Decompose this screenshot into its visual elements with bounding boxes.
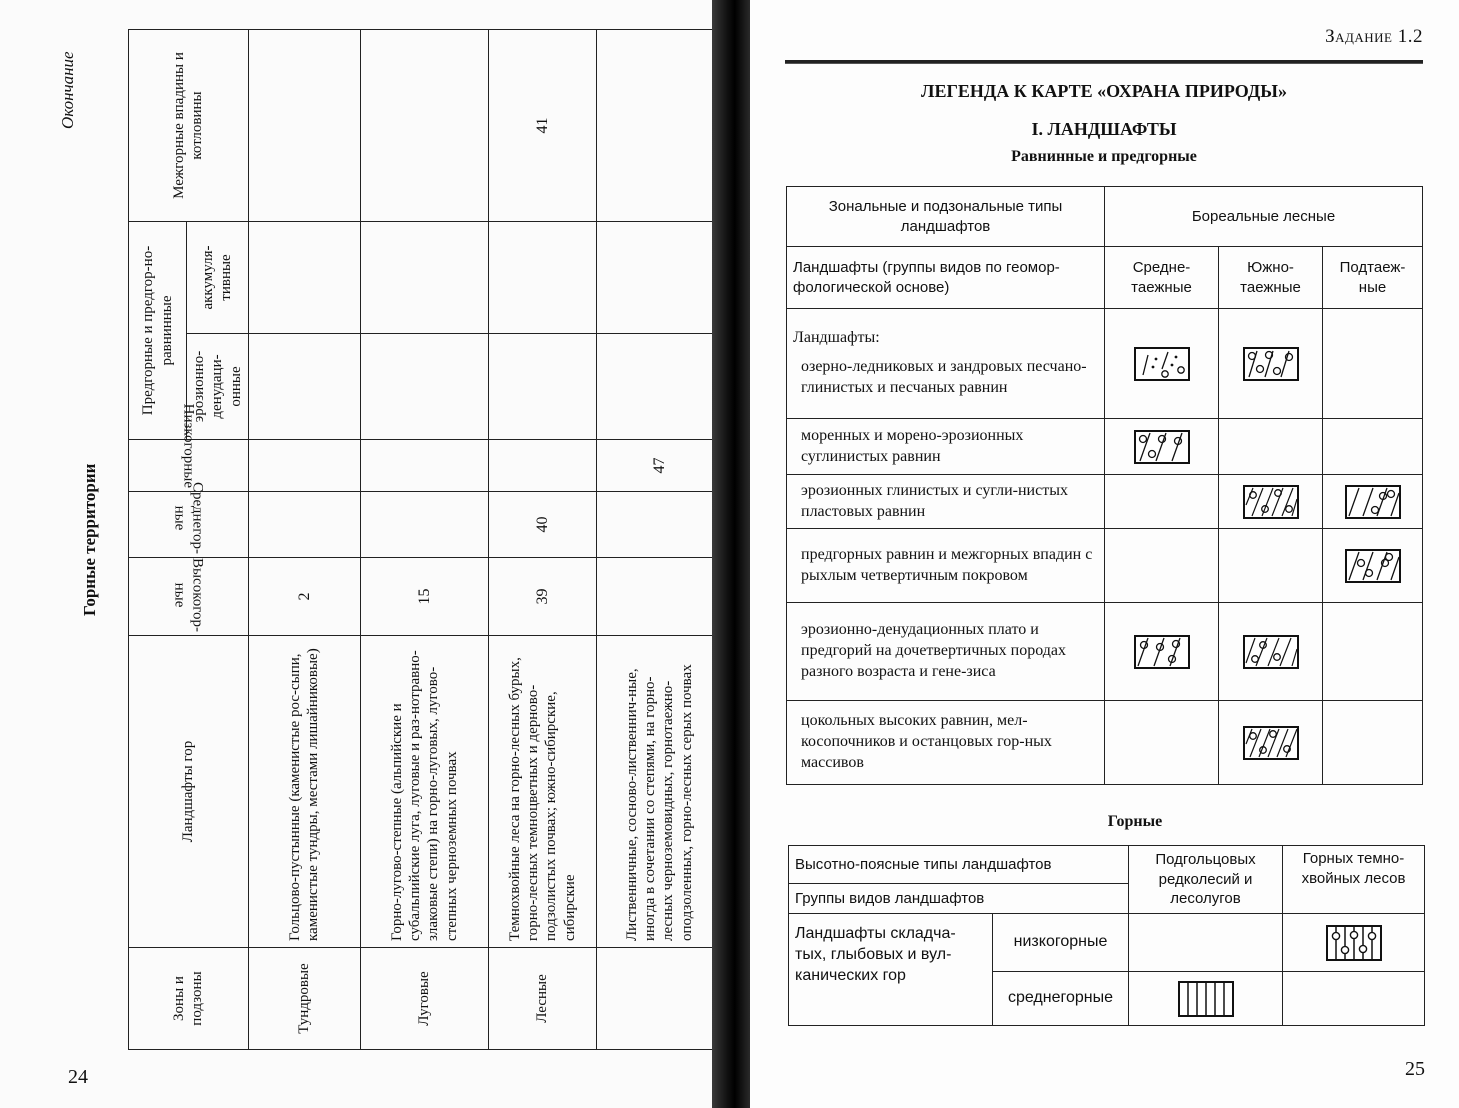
table-row <box>596 30 722 1050</box>
circles-hatch-pattern-icon <box>1134 430 1190 464</box>
row-label: Ландшафты складча-тых, глыбовых и вул-канических гор <box>789 914 993 1026</box>
row-label-text: эрозионных глинистых и сугли-нистых пластовых равнин <box>801 481 1068 520</box>
row-high: 2 <box>248 558 360 636</box>
symbol-cell-empty <box>1283 972 1425 1026</box>
symbol-cell-empty <box>1105 475 1219 529</box>
header-landscapes: Ландшафты гор <box>129 636 249 948</box>
row-label-text: предгорных равнин и межгорных впадин с рыхлым четвертичным покровом <box>801 545 1093 584</box>
row-erosion <box>360 334 488 440</box>
row-accum <box>360 222 488 334</box>
circles-hatch-pattern-icon <box>1243 347 1299 381</box>
page-title-left: Горные территории <box>80 463 99 617</box>
symbol-cell-empty <box>1219 419 1323 475</box>
header-low <box>129 403 249 492</box>
row-label <box>787 309 1105 419</box>
mid-mountain-label: среднегорные <box>993 972 1129 1026</box>
row-low <box>360 440 488 492</box>
vertical-lines-circles-pattern-icon <box>1326 925 1382 961</box>
row-zone: Тундровые <box>248 948 360 1050</box>
row-erosion <box>488 334 596 440</box>
hatch-circles-pattern-icon <box>1243 635 1299 669</box>
low-mountain-label: низкогорные <box>993 914 1129 972</box>
header-altitude-types: Высотно-поясные типы ландшафтов <box>789 846 1129 884</box>
row-mid <box>596 492 722 558</box>
table-row <box>488 30 596 1050</box>
page-number-right: 25 <box>1405 1058 1425 1080</box>
left-page <box>0 0 712 1108</box>
row-label <box>787 701 1105 785</box>
header-low-text: Низкогорные <box>180 403 197 488</box>
symbol-cell-empty <box>1129 914 1283 972</box>
header-high-text: Высокогор-ные <box>171 557 206 632</box>
row-low <box>248 440 360 492</box>
symbol-cell <box>1219 603 1323 701</box>
row-zone: Луговые <box>360 948 488 1050</box>
rotated-table-wrapper <box>128 30 698 1050</box>
symbol-cell <box>1219 309 1323 419</box>
row-desc: Горно-лугово-степные (альпийские и субальпийские луга, луговые и раз-нотравно-злаковые степи) на горно-луговых, лугово-степных черноземных почвах <box>360 636 488 948</box>
header-mid-text: Среднегор-ные <box>171 481 206 554</box>
row-zone: Лесные <box>488 948 596 1050</box>
table-row <box>787 475 1423 529</box>
header-mid <box>129 481 249 558</box>
table-row <box>789 914 1425 972</box>
row-basins <box>596 30 722 222</box>
symbol-cell <box>1219 475 1323 529</box>
col-south-taiga: Южно-таежные <box>1219 247 1323 309</box>
table-row <box>248 30 360 1050</box>
hatch-circles-pattern-icon <box>1345 549 1401 583</box>
mountain-landscapes-table <box>788 845 1425 1026</box>
table-row <box>787 309 1423 419</box>
symbol-cell <box>1105 419 1219 475</box>
row-desc: Лиственничные, сосново-лиственнич-ные, иногда в сочетании со степями, на горно-лесных черноземовидных, горнотаежно-оподзоленных, горно-лесных серых почвах <box>596 636 722 948</box>
symbol-cell-empty <box>1323 419 1423 475</box>
dots-circles-pattern-icon <box>1134 347 1190 381</box>
symbol-cell <box>1283 914 1425 972</box>
circles-hatch-pattern-icon <box>1134 635 1190 669</box>
row-erosion <box>248 334 360 440</box>
row-low: 47 <box>596 440 722 492</box>
book-binding-shadow <box>712 0 750 1108</box>
header-foothill-group: Предгорные и предгор-но-равнинные <box>129 222 187 440</box>
row-mid: 40 <box>488 492 596 558</box>
symbol-cell <box>1105 309 1219 419</box>
symbol-cell <box>1219 701 1323 785</box>
right-page <box>750 0 1459 1108</box>
row-desc: Темнохвойные леса на горно-лесных бурых, горно-лесных темноцветных и дерново-подзолистых почвах; южно-сибирские, сибирские <box>488 636 596 948</box>
header-groups: Ландшафты (группы видов по геомор-фологической основе) <box>787 247 1105 309</box>
row-label <box>787 475 1105 529</box>
row-label <box>787 603 1105 701</box>
symbol-cell <box>1129 972 1283 1026</box>
table-row <box>787 701 1423 785</box>
page-number-left: 24 <box>68 1066 88 1088</box>
row-high: 39 <box>488 558 596 636</box>
symbol-cell <box>1323 529 1423 603</box>
symbol-cell <box>1323 475 1423 529</box>
symbol-cell-empty <box>1323 701 1423 785</box>
col-mid-taiga: Средне-таежные <box>1105 247 1219 309</box>
table-row <box>787 603 1423 701</box>
row-basins <box>248 30 360 222</box>
header-zonal: Зональные и подзональные типы ландшафтов <box>787 187 1105 247</box>
header-accum: аккумуля-тивные <box>187 222 249 334</box>
row-accum <box>596 222 722 334</box>
header-high <box>129 558 249 636</box>
table-row <box>787 419 1423 475</box>
mountain-territories-table <box>128 29 723 1050</box>
row-label-text: эрозионно-денудационных плато и предгорий на дочетвертичных породах разного возраста и гене-зиса <box>801 621 1067 680</box>
row-label <box>787 419 1105 475</box>
row-mid <box>248 492 360 558</box>
symbol-cell-empty <box>1105 529 1219 603</box>
symbol-cell-empty <box>1219 529 1323 603</box>
col-dark-conifer: Горных темно-хвойных лесов <box>1283 846 1425 914</box>
legend-title: ЛЕГЕНДА К КАРТЕ «ОХРАНА ПРИРОДЫ» <box>921 81 1287 101</box>
symbol-cell-empty <box>1323 309 1423 419</box>
task-label: Задание 1.2 <box>1325 26 1423 47</box>
symbol-cell <box>1105 603 1219 701</box>
continuation-label: Окончание <box>58 51 77 129</box>
row-basins: 41 <box>488 30 596 222</box>
symbol-cell-empty <box>1323 603 1423 701</box>
header-zones: Зоны и подзоны <box>129 948 249 1050</box>
col-subtaiga: Подтаеж-ные <box>1323 247 1423 309</box>
row-low <box>488 440 596 492</box>
row-label-text: цокольных высоких равнин, мел-косопочников и останцовых гор-ных массивов <box>801 712 1052 771</box>
row-label <box>787 529 1105 603</box>
row-erosion <box>596 334 722 440</box>
row-basins <box>360 30 488 222</box>
intro-label: Ландшафты: <box>793 329 880 347</box>
subtitle-plain: Равнинные и предгорные <box>1011 148 1197 165</box>
row-zone <box>596 948 722 1050</box>
header-erosion: эрозионно-денудаци-онные <box>187 334 249 440</box>
dense-hatch-circles-pattern-icon <box>1243 726 1299 760</box>
row-accum <box>248 222 360 334</box>
row-desc: Гольцово-пустынные (каменистые рос-сыпи, каменистые тундры, местами лишайниковые) <box>248 636 360 948</box>
vertical-lines-pattern-icon <box>1178 981 1234 1017</box>
row-high <box>596 558 722 636</box>
row-label-text: озерно-ледниковых и зандровых песчано-глинистых и песчаных равнин <box>801 358 1087 396</box>
col-subgolts: Подгольцовых редколесий и лесолугов <box>1129 846 1283 914</box>
table-row <box>787 529 1423 603</box>
section-title: I. ЛАНДШАФТЫ <box>1031 119 1177 139</box>
hatch-circles-pattern-icon <box>1345 485 1401 519</box>
row-label-text: моренных и морено-эрозионных суглинистых равнин <box>801 426 1024 465</box>
header-basins: Межгорные впадины и котловины <box>129 30 249 222</box>
header-landscape-groups: Группы видов ландшафтов <box>789 884 1129 914</box>
row-mid <box>360 492 488 558</box>
subtitle-mountain: Горные <box>1107 813 1163 830</box>
dense-hatch-circles-pattern-icon <box>1243 485 1299 519</box>
header-boreal: Бореальные лесные <box>1105 187 1423 247</box>
table-row <box>360 30 488 1050</box>
row-high: 15 <box>360 558 488 636</box>
row-accum <box>488 222 596 334</box>
symbol-cell-empty <box>1105 701 1219 785</box>
plain-landscapes-table <box>786 186 1423 785</box>
header-rule <box>785 60 1423 64</box>
